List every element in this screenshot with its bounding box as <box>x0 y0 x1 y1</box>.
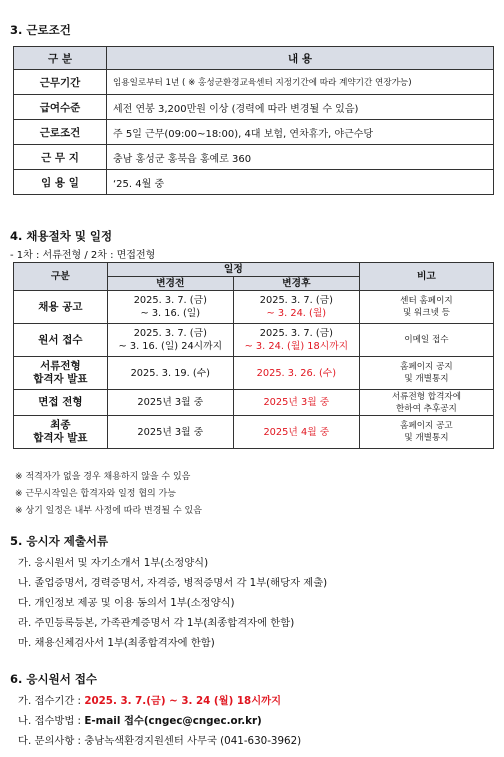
list-item: 마. 채용신체검사서 1부(최종합격자에 한함) <box>18 637 215 649</box>
row-label: 임 용 일 <box>14 170 107 195</box>
after-cell <box>233 357 359 390</box>
table-row <box>14 170 494 195</box>
after-cell <box>233 291 359 324</box>
note-line: 이메일 접수 <box>404 335 449 345</box>
section-6-heading: 6. 응시원서 접수 <box>10 672 98 686</box>
section-3-heading: 3. 근로조건 <box>10 23 71 37</box>
col-header-category: 구 분 <box>14 47 107 70</box>
after-cell <box>233 416 359 449</box>
row-label <box>14 416 108 449</box>
schedule-table <box>13 262 494 449</box>
row-label <box>14 291 108 324</box>
table-row <box>14 70 494 95</box>
col-header-category: 구분 <box>14 263 108 291</box>
row-label-line: 합격자 발표 <box>33 373 88 385</box>
section-5-heading: 5. 응시자 제출서류 <box>10 534 109 548</box>
after-cell <box>233 324 359 357</box>
table-row <box>14 416 494 449</box>
footnote: ※ 근무시작일은 합격자와 일정 협의 가능 <box>15 489 176 499</box>
table-row <box>14 357 494 390</box>
row-label: 급여수준 <box>14 95 107 120</box>
item-label: 나. 접수방법 : <box>18 715 82 727</box>
working-conditions-table <box>13 46 494 195</box>
list-item <box>18 712 262 727</box>
after-line-changed: 2025년 3월 중 <box>263 397 330 408</box>
note-line: 서류전형 합격자에 <box>391 391 462 402</box>
after-line-changed: ~ 3. 24. (월) <box>266 308 327 319</box>
list-item: 라. 주민등록등본, 가족관계증명서 각 1부(최종합격자에 한함) <box>18 617 295 629</box>
row-value: 세전 연봉 3,200만원 이상 (경력에 따라 변경될 수 있음) <box>107 95 494 120</box>
before-cell <box>107 291 233 324</box>
before-cell <box>107 324 233 357</box>
row-label-line: 원서 접수 <box>38 333 83 346</box>
list-item: 다. 개인정보 제공 및 이용 동의서 1부(소정양식) <box>18 597 235 609</box>
note-line: 및 개별통지 <box>404 374 449 384</box>
after-line-changed: ~ 3. 24. (월) 18시까지 <box>244 341 349 352</box>
after-line-changed: 2025. 3. 26. (수) <box>256 367 337 379</box>
row-label <box>14 390 108 416</box>
item-label: 다. 문의사항 : <box>18 735 82 747</box>
note-cell <box>359 324 493 357</box>
before-line: 2025. 3. 19. (수) <box>130 367 211 379</box>
section-4-heading: 4. 채용절차 및 일정 <box>10 229 113 243</box>
list-item <box>18 732 301 747</box>
row-label: 근무기간 <box>14 70 107 95</box>
after-cell <box>233 390 359 416</box>
before-line: 2025년 3월 중 <box>137 397 204 408</box>
note-cell <box>359 390 493 416</box>
table-row <box>14 324 494 357</box>
after-line-changed: 2025년 4월 중 <box>263 426 330 438</box>
col-header-schedule: 일정 <box>107 263 359 277</box>
row-label-line: 최종 <box>50 419 71 431</box>
table-row <box>14 291 494 324</box>
note-line: 및 개별통지 <box>404 433 449 443</box>
row-label-line: 서류전형 <box>40 360 81 372</box>
before-cell <box>107 416 233 449</box>
row-label <box>14 324 108 357</box>
note-line: 홈페이지 공지 <box>400 362 453 372</box>
after-line: 2025. 3. 7. (금) <box>259 295 333 306</box>
contact-info: 충남녹색환경지원센터 사무국 (041-630-3962) <box>84 735 302 747</box>
note-cell <box>359 416 493 449</box>
list-item <box>18 692 281 707</box>
after-line: 2025. 3. 7. (금) <box>259 328 333 339</box>
row-label-line: 면접 전형 <box>38 396 83 408</box>
table-row <box>14 390 494 416</box>
before-line: 2025. 3. 7. (금) <box>133 328 207 339</box>
table-row <box>14 145 494 170</box>
note-cell <box>359 357 493 390</box>
before-line: 2025. 3. 7. (금) <box>133 295 207 306</box>
col-header-content: 내 용 <box>107 47 494 70</box>
col-header-note: 비고 <box>359 263 493 291</box>
note-line: 홈페이지 공고 <box>400 421 453 431</box>
row-label: 근로조건 <box>14 120 107 145</box>
before-cell <box>107 390 233 416</box>
row-label <box>14 357 108 390</box>
row-value: ‘25. 4월 중 <box>107 170 494 195</box>
item-label: 가. 접수기간 : <box>18 695 82 707</box>
row-label-line: 합격자 발표 <box>33 432 88 444</box>
col-header-after: 변경후 <box>233 277 359 291</box>
row-value: 임용일로부터 1년 ( ※ 홍성군환경교육센터 지정기간에 따라 계약기간 연장가능) <box>107 70 494 95</box>
col-header-before: 변경전 <box>107 277 233 291</box>
note-line: 한하여 추후공지 <box>396 403 457 414</box>
selection-stages: - 1차 : 서류전형 / 2차 : 면접전형 <box>10 250 156 261</box>
before-line: 2025년 3월 중 <box>137 426 204 438</box>
table-row <box>14 120 494 145</box>
before-line: ~ 3. 16. (일) 24시까지 <box>118 341 223 352</box>
note-line: 센터 홈페이지 <box>400 296 453 306</box>
footnote: ※ 적격자가 없을 경우 채용하지 않을 수 있음 <box>15 472 191 482</box>
row-value: 주 5일 근무(09:00~18:00), 4대 보험, 연차휴가, 야근수당 <box>107 120 494 145</box>
footnote: ※ 상기 일정은 내부 사정에 따라 변경될 수 있음 <box>15 506 202 516</box>
list-item: 가. 응시원서 및 자기소개서 1부(소정양식) <box>18 557 209 569</box>
row-label-line: 채용 공고 <box>38 300 83 313</box>
before-line: ~ 3. 16. (일) <box>140 308 201 319</box>
note-line: 및 워크넷 등 <box>402 308 450 318</box>
row-label: 근 무 지 <box>14 145 107 170</box>
row-value: 충남 홍성군 홍북읍 홍예로 360 <box>107 145 494 170</box>
before-cell <box>107 357 233 390</box>
note-cell <box>359 291 493 324</box>
application-method: E-mail 접수(cngec@cngec.or.kr) <box>84 715 262 727</box>
application-period: 2025. 3. 7.(금) ~ 3. 24 (월) 18시까지 <box>84 695 282 707</box>
table-row <box>14 95 494 120</box>
list-item: 나. 졸업증명서, 경력증명서, 자격증, 병적증명서 각 1부(해당자 제출) <box>18 577 328 589</box>
